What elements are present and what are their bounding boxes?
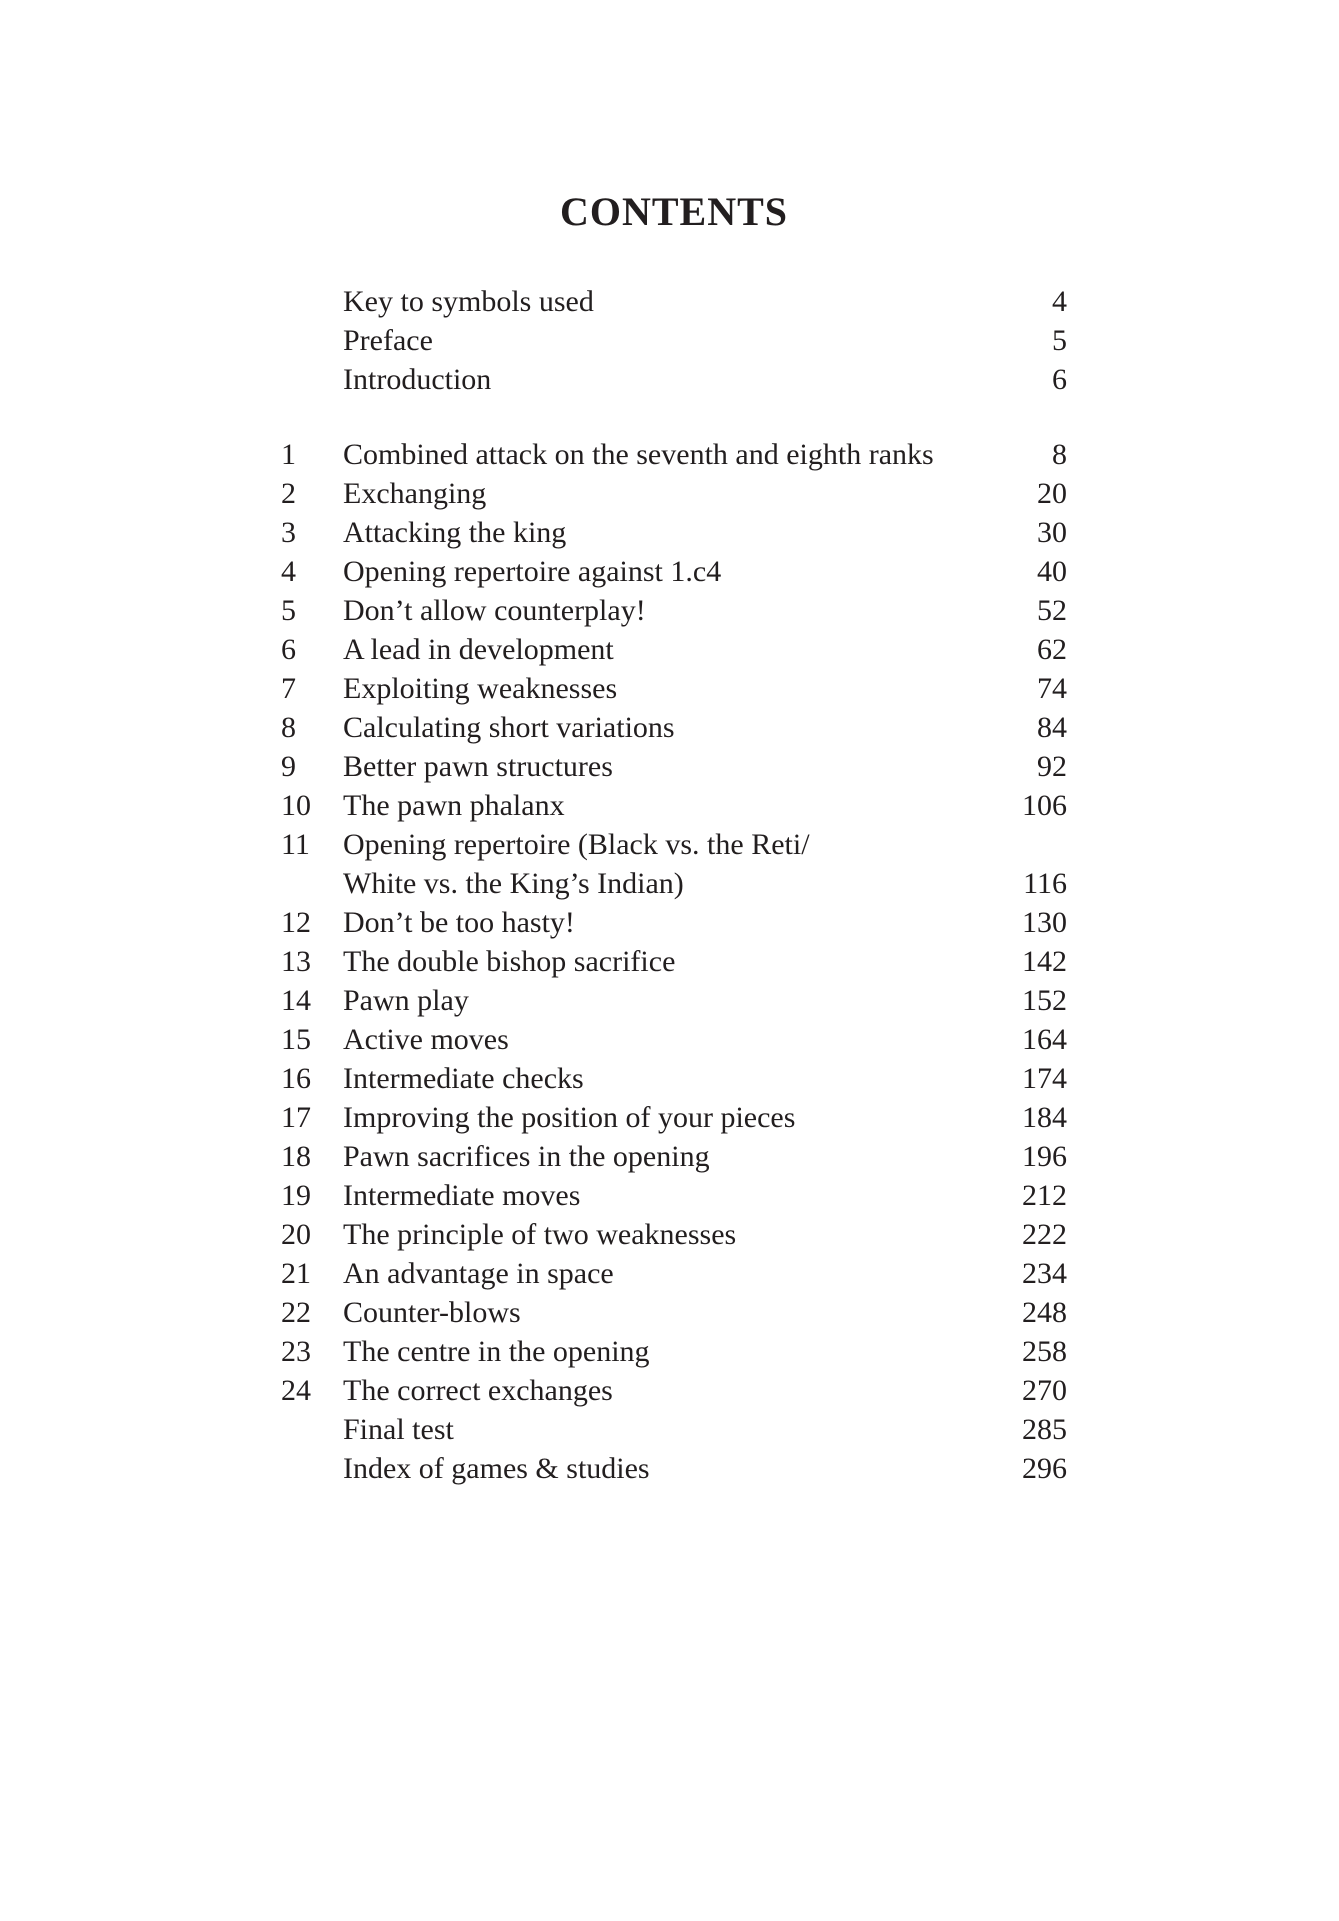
entry-title: Pawn sacrifices in the opening: [343, 1140, 710, 1173]
chapter-number: 14: [281, 984, 311, 1017]
entry-title: Preface: [343, 324, 433, 357]
toc-row: [281, 1371, 1067, 1410]
entry-title: Combined attack on the seventh and eighth ranks: [343, 438, 934, 471]
entry-page: 106: [1022, 789, 1067, 822]
entry-title: An advantage in space: [343, 1257, 614, 1290]
chapter-number: 9: [281, 750, 296, 783]
entry-title: Exploiting weaknesses: [343, 672, 618, 705]
entry-page: 84: [1037, 711, 1067, 744]
entry-title: Counter-blows: [343, 1296, 521, 1329]
entry-title: Intermediate moves: [343, 1179, 581, 1212]
entry-page: 74: [1037, 672, 1067, 705]
chapter-number: 24: [281, 1374, 311, 1407]
toc-row: [281, 825, 1067, 864]
chapter-number: 6: [281, 633, 296, 666]
toc-row: [281, 552, 1067, 591]
page-title: CONTENTS: [559, 189, 789, 234]
toc-row: [281, 1176, 1067, 1215]
toc-row: [281, 1410, 1067, 1449]
entry-title: The correct exchanges: [343, 1374, 613, 1407]
toc-row: [281, 981, 1067, 1020]
entry-page: 92: [1037, 750, 1067, 783]
entry-page: 116: [1023, 867, 1067, 900]
toc-row: [281, 321, 1067, 360]
entry-page: 270: [1022, 1374, 1067, 1407]
entry-page: 184: [1022, 1101, 1067, 1134]
toc-row: [281, 1254, 1067, 1293]
entry-page: 285: [1022, 1413, 1067, 1446]
entry-title: Don’t allow counterplay!: [343, 594, 646, 627]
chapter-number: 5: [281, 594, 296, 627]
entry-title: Improving the position of your pieces: [343, 1101, 796, 1134]
chapter-number: 16: [281, 1062, 311, 1095]
entry-title: Attacking the king: [343, 516, 567, 549]
toc-row: [281, 1098, 1067, 1137]
entry-page: 234: [1022, 1257, 1067, 1290]
entry-title: White vs. the King’s Indian): [343, 867, 684, 900]
chapter-number: 11: [281, 828, 310, 861]
entry-page: 212: [1022, 1179, 1067, 1212]
toc-row: [281, 1020, 1067, 1059]
entry-title: Index of games & studies: [343, 1452, 650, 1485]
toc-row: [281, 1332, 1067, 1371]
toc-row: [281, 669, 1067, 708]
chapter-number: 7: [281, 672, 296, 705]
entry-title: Final test: [343, 1413, 454, 1446]
entry-title: Calculating short variations: [343, 711, 675, 744]
entry-title: Don’t be too hasty!: [343, 906, 575, 939]
toc-row: [281, 1137, 1067, 1176]
toc-row: [281, 1293, 1067, 1332]
chapter-number: 15: [281, 1023, 311, 1056]
toc-row: [281, 864, 1067, 903]
chapter-number: 20: [281, 1218, 311, 1251]
entry-page: 20: [1037, 477, 1067, 510]
entry-title: Opening repertoire (Black vs. the Reti/: [343, 828, 810, 861]
entry-page: 40: [1037, 555, 1067, 588]
chapter-number: 8: [281, 711, 296, 744]
entry-page: 52: [1037, 594, 1067, 627]
entry-title: A lead in development: [343, 633, 614, 666]
chapter-number: 10: [281, 789, 311, 822]
toc-row: [281, 747, 1067, 786]
entry-page: 174: [1022, 1062, 1067, 1095]
entry-page: 142: [1022, 945, 1067, 978]
entry-page: 6: [1052, 363, 1067, 396]
entry-title: The principle of two weaknesses: [343, 1218, 737, 1251]
toc-row: [281, 903, 1067, 942]
entry-title: Exchanging: [343, 477, 487, 510]
chapter-number: 17: [281, 1101, 311, 1134]
chapter-number: 4: [281, 555, 296, 588]
entry-title: Intermediate checks: [343, 1062, 584, 1095]
entry-page: 62: [1037, 633, 1067, 666]
toc-row: [281, 474, 1067, 513]
entry-page: 8: [1052, 438, 1067, 471]
chapter-number: 1: [281, 438, 296, 471]
chapter-number: 19: [281, 1179, 311, 1212]
entry-page: 5: [1052, 324, 1067, 357]
toc-row: [281, 282, 1067, 321]
entry-title: Active moves: [343, 1023, 509, 1056]
chapter-number: 22: [281, 1296, 311, 1329]
toc-row: [281, 630, 1067, 669]
toc-row: [281, 1059, 1067, 1098]
toc-row: [281, 435, 1067, 474]
chapter-number: 23: [281, 1335, 311, 1368]
entry-page: 196: [1022, 1140, 1067, 1173]
entry-title: Better pawn structures: [343, 750, 613, 783]
entry-page: 130: [1022, 906, 1067, 939]
toc-row: [281, 942, 1067, 981]
entry-title: The pawn phalanx: [343, 789, 565, 822]
entry-page: 30: [1037, 516, 1067, 549]
toc-row: [281, 1215, 1067, 1254]
entry-page: 258: [1022, 1335, 1067, 1368]
toc-row: [281, 708, 1067, 747]
chapter-list: [281, 435, 1067, 1488]
entry-page: 248: [1022, 1296, 1067, 1329]
toc-row: [281, 786, 1067, 825]
chapter-number: 3: [281, 516, 296, 549]
toc-row: [281, 591, 1067, 630]
entry-title: Opening repertoire against 1.c4: [343, 555, 722, 588]
entry-title: The centre in the opening: [343, 1335, 650, 1368]
entry-page: 222: [1022, 1218, 1067, 1251]
chapter-number: 13: [281, 945, 311, 978]
entry-title: The double bishop sacrifice: [343, 945, 676, 978]
chapter-number: 2: [281, 477, 296, 510]
entry-page: 152: [1022, 984, 1067, 1017]
front-matter-list: [281, 282, 1067, 399]
entry-title: Key to symbols used: [343, 285, 594, 318]
chapter-number: 12: [281, 906, 311, 939]
toc-row: [281, 513, 1067, 552]
table-of-contents: [281, 282, 1067, 1488]
entry-title: Pawn play: [343, 984, 469, 1017]
entry-page: 296: [1022, 1452, 1067, 1485]
chapter-number: 18: [281, 1140, 311, 1173]
toc-row: [281, 360, 1067, 399]
entry-title: Introduction: [343, 363, 492, 396]
toc-row: [281, 1449, 1067, 1488]
entry-page: 4: [1052, 285, 1067, 318]
chapter-number: 21: [281, 1257, 311, 1290]
entry-page: 164: [1022, 1023, 1067, 1056]
